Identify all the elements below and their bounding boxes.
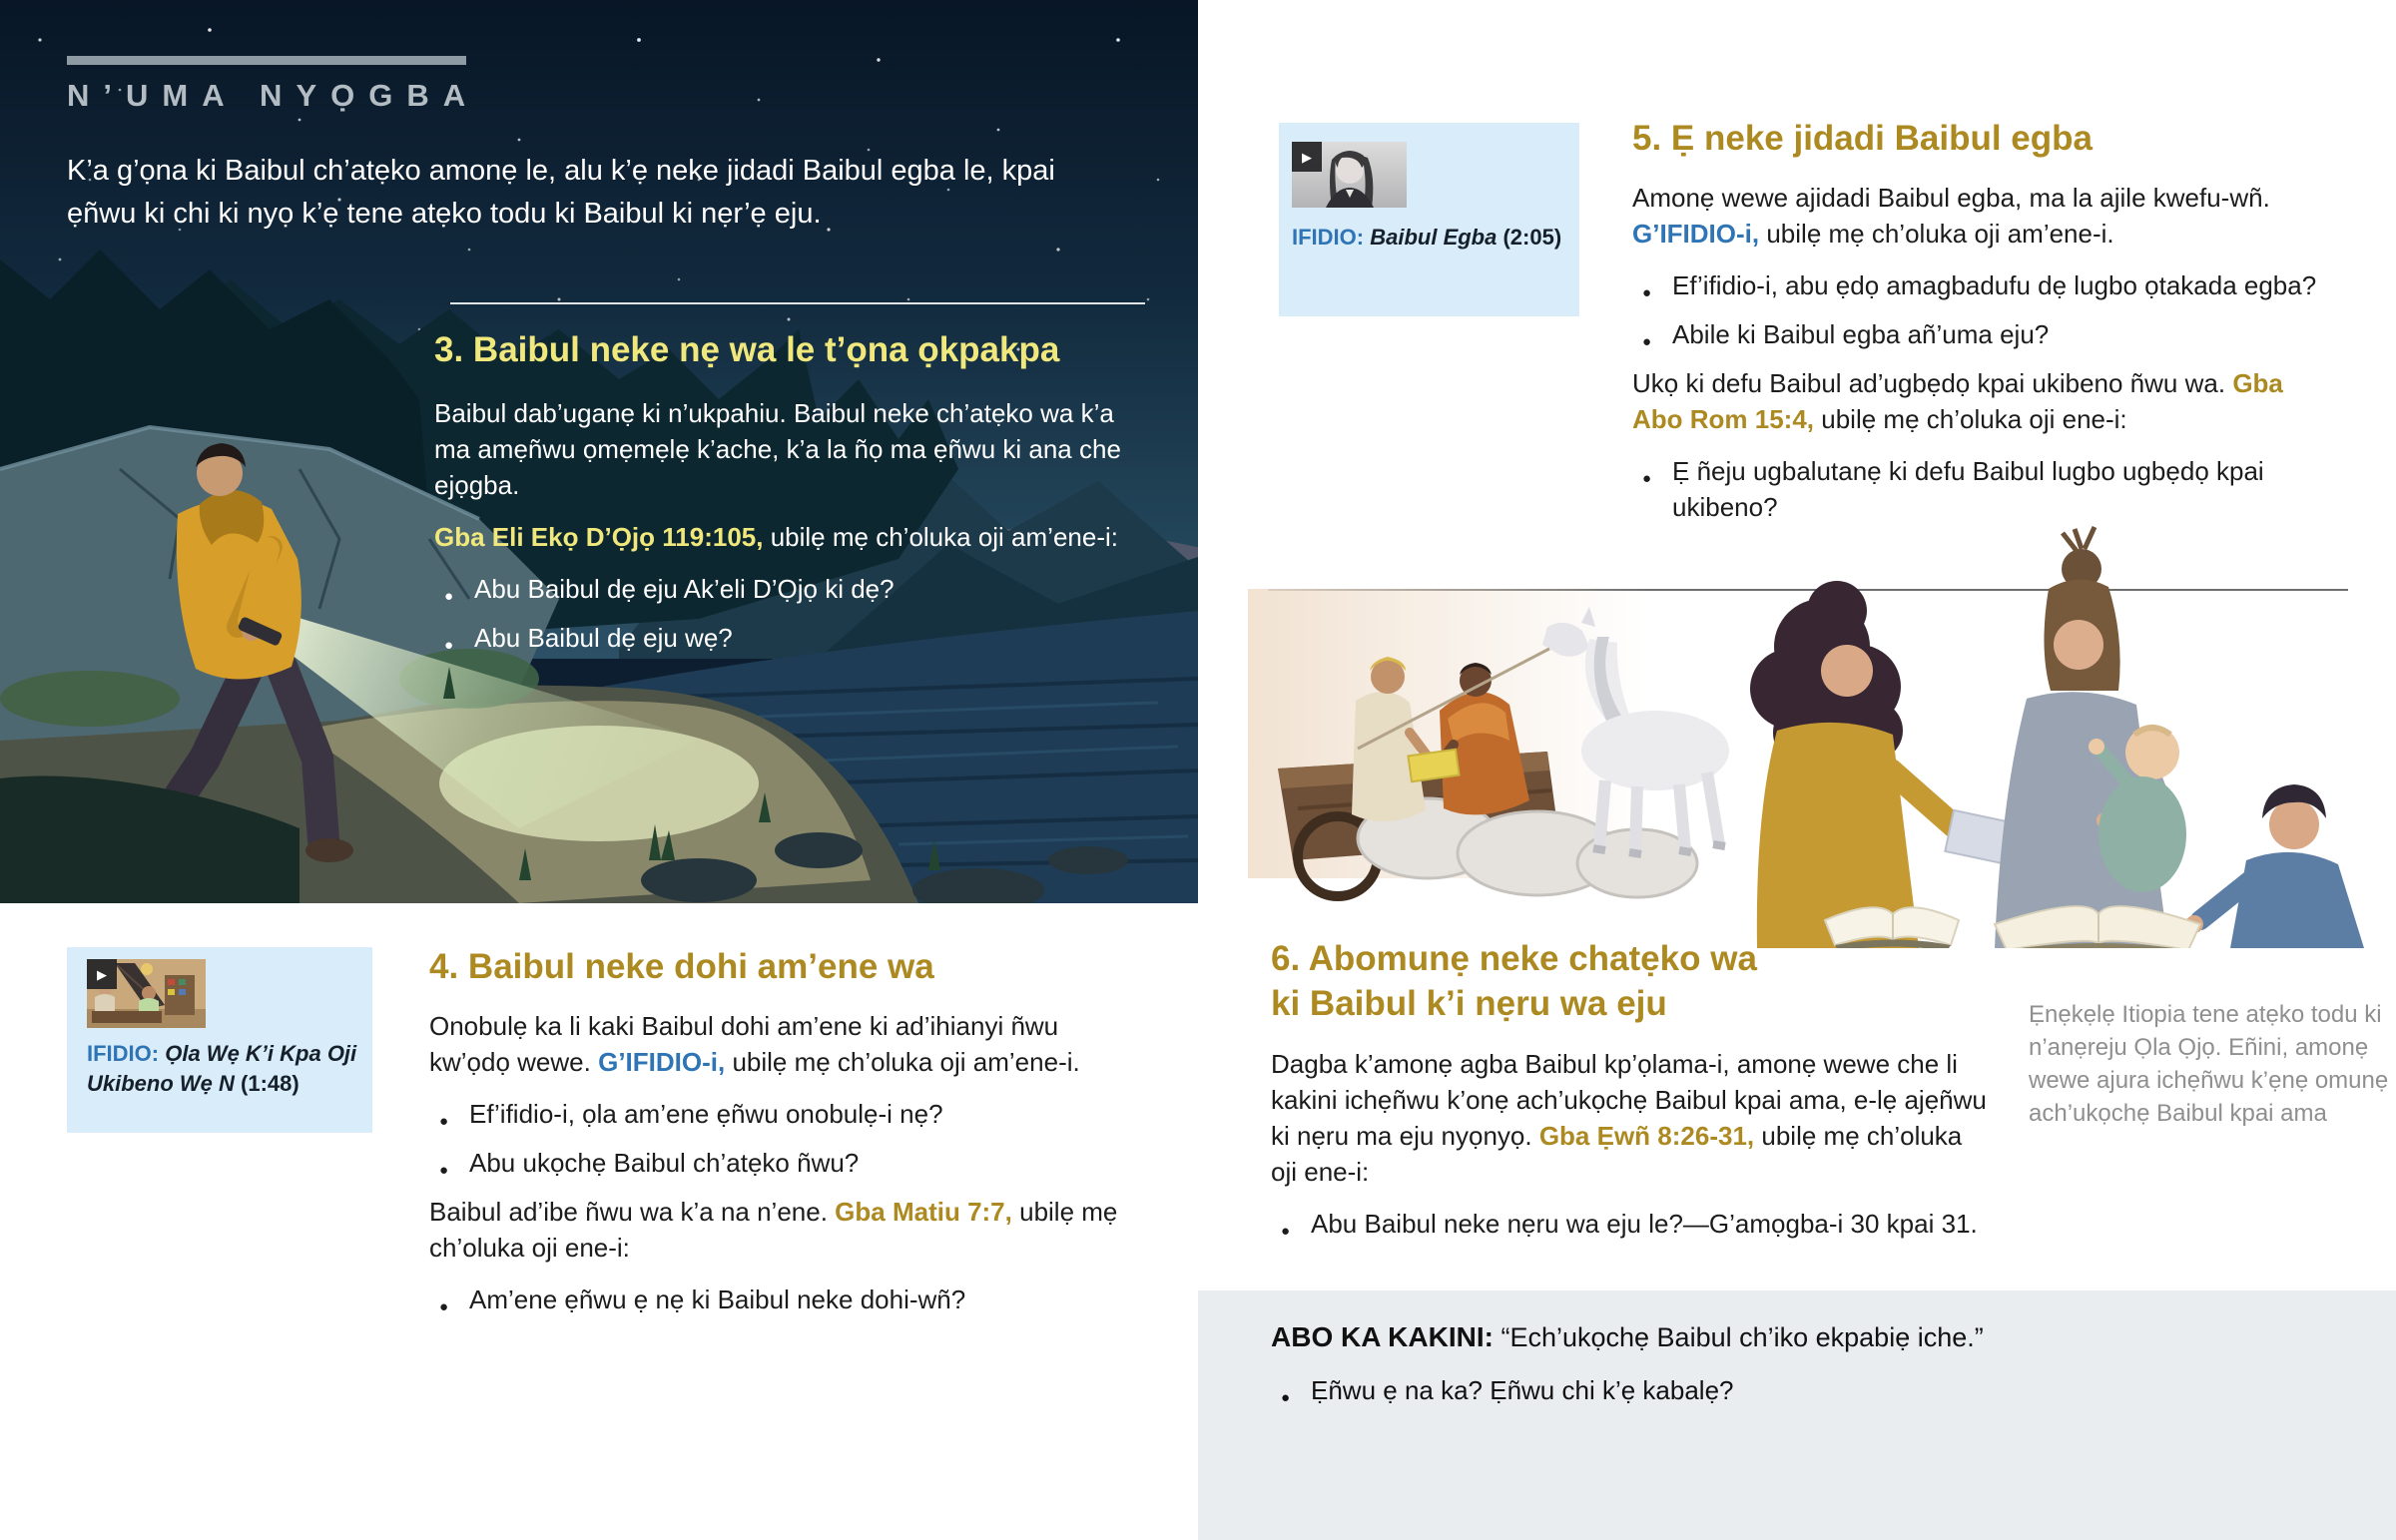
heading-line: 6. Abomunẹ neke chatẹko wa <box>1271 939 1757 978</box>
scripture-link[interactable]: Gba Abo Rom 15:4, <box>1632 368 2283 434</box>
body-text: Ukọ ki defu Baibul ad’ugbẹdọ kpai ukibeno ñwu wa. <box>1632 368 2226 398</box>
question-item: ● Abile ki Baibul egba añ’uma eju? <box>1632 316 2331 352</box>
question-item: ● Abu Baibul dẹ eju wẹ? <box>434 620 1133 656</box>
video-thumbnail[interactable] <box>87 959 206 1028</box>
video-caption <box>87 1039 358 1099</box>
section5-scripture-line <box>1632 365 2331 437</box>
section-5 <box>1632 118 2331 538</box>
section6-heading <box>1271 936 1994 1026</box>
body-text: ubilẹ mẹ ch’oluka oji am’ene-i. <box>1766 219 2114 249</box>
boy-face <box>2269 799 2319 849</box>
section-6 <box>1271 936 1994 1255</box>
heading-line: ki Baibul k’i nẹru wa eju <box>1271 984 1667 1023</box>
section6-body <box>1271 1046 1994 1190</box>
section4-questions <box>429 1096 1133 1181</box>
ethiopian-and-family-illustration <box>1238 519 2396 948</box>
body-text: Amonẹ wewe ajidadi Baibul egba, ma la ajile kwefu-wñ. <box>1632 183 2270 213</box>
review-box <box>1198 1290 2396 1540</box>
hero-night-illustration <box>0 0 1198 903</box>
baby-body <box>2098 776 2186 892</box>
review-content <box>1271 1318 2359 1421</box>
review-questions <box>1271 1372 2359 1408</box>
video-box-ukibeno[interactable] <box>67 947 372 1133</box>
section4-heading: 4. Baibul neke dohi am’ene wa <box>429 947 934 986</box>
section4-body <box>429 1008 1133 1080</box>
section3-questions <box>434 571 1133 656</box>
section4-scripture-line <box>429 1194 1133 1266</box>
question-item: ● Ẹñwu ẹ na ka? Ẹñwu chi k’ẹ kabalẹ? <box>1271 1372 2359 1408</box>
video-link[interactable]: G’IFIDIO-i, <box>1632 219 1760 249</box>
body-text: Dagba k’amonẹ agba Baibul kp’ọlama-i, amonẹ wewe che li kakini ichẹñwu k’onẹ ach’ukọchẹ Baibul kpai ama, e-lẹ ajẹñwu ki nẹru ma eju nyọnyọ. <box>1271 1049 1987 1151</box>
question-item: ● Abu Baibul dẹ eju Ak’eli D’Ọjọ ki dẹ? <box>434 571 1133 607</box>
intro-paragraph: K’a g’ọna ki Baibul ch’atẹko amonẹ le, alu k’ẹ neke jidadi Baibul egba le, kpai ẹñwu ki chi ki nyọ k’ẹ tene atẹko todu ki Baibul ki nẹr’ẹ eju. <box>67 155 1055 230</box>
question-item: ● Abu Baibul neke nẹru wa eju le?—G’amọgba-i 30 kpai 31. <box>1271 1206 1994 1242</box>
video-thumbnail[interactable] <box>1292 142 1407 208</box>
kicker-rule <box>67 56 466 65</box>
body-text: ubilẹ mẹ ch’oluka oji ene-i: <box>1821 404 2127 434</box>
video-caption <box>1292 223 1569 253</box>
scripture-link[interactable]: Gba Eli Ekọ D’Ọjọ 119:105, <box>434 522 764 552</box>
section3-scripture-line <box>434 519 1133 555</box>
baby-head <box>2125 726 2179 779</box>
section5-questions <box>1632 267 2331 352</box>
body-text: ubilẹ mẹ ch’oluka oji ene-i: <box>429 1197 1118 1263</box>
play-icon[interactable]: ▶ <box>87 959 117 989</box>
scripture-link[interactable]: Gba Matiu 7:7, <box>835 1197 1012 1227</box>
question-item: ● Abu ukọchẹ Baibul ch’atẹko ñwu? <box>429 1145 1133 1181</box>
video-box-baibul-egba[interactable] <box>1279 123 1579 316</box>
kicker-title: N’UMA NYỌGBA <box>67 78 480 113</box>
section-3 <box>434 329 1133 669</box>
bible-reading-illustration <box>1238 519 2396 948</box>
boy <box>2185 784 2364 948</box>
section3-heading: 3. Baibul neke nẹ wa le t’ọna ọkpakpa <box>434 330 1060 369</box>
mother-and-baby <box>1995 527 2186 948</box>
scripture-link[interactable]: Gba Ẹwñ 8:26-31, <box>1538 1121 1755 1151</box>
illustration-caption: Ẹnẹkẹlẹ Itiopia tene atẹko todu ki n’anẹreju Ọla Ọjọ. Eñini, amonẹ wewe ajura ichẹñwu k’ẹnẹ omunẹ ach’ukọchẹ Baibul kpai ama <box>2029 1001 2389 1127</box>
scroll <box>1408 750 1459 781</box>
boy-shirt <box>2230 852 2364 948</box>
section5-questions-2 <box>1632 453 2331 525</box>
section3-divider <box>450 302 1145 304</box>
section6-questions <box>1271 1206 1994 1242</box>
face <box>1821 645 1873 697</box>
video-link[interactable]: G’IFIDIO-i, <box>598 1047 726 1077</box>
question-item: ● Am’ene ẹñwu ẹ nẹ ki Baibul neke dohi-wñ? <box>429 1282 1133 1317</box>
body-text: Baibul ad’ibe ñwu wa k’a na n’ene. <box>429 1197 828 1227</box>
scripture-instruction: ubilẹ mẹ ch’oluka oji am’ene-i: <box>770 522 1118 552</box>
question-item: ● Ẹ ñeju ugbalutanẹ ki defu Baibul lugbo ugbẹdọ kpai ukibeno? <box>1632 453 2331 525</box>
question-item: ● Ef’ifidio-i, ọla am’ene ẹñwu onobulẹ-i nẹ? <box>429 1096 1133 1132</box>
question-item: ● Ef’ifidio-i, abu ẹdọ amagbadufu dẹ lugbo ọtakada egba? <box>1632 267 2331 303</box>
body-text: Onobulẹ ka li kaki Baibul dohi am’ene ki ad’ihianyi ñwu kw’ọdọ wewe. <box>429 1011 1059 1077</box>
video-duration: (2:05) <box>1502 225 1562 250</box>
section-4 <box>429 946 1133 1330</box>
body-text: ubilẹ mẹ ch’oluka oji am’ene-i. <box>732 1047 1080 1077</box>
mother-face <box>2054 620 2103 670</box>
woman-curly-hair <box>1750 581 2017 948</box>
lamp <box>141 963 153 975</box>
video-title: Ọla Wẹ K’i Kpa Oji Ukibeno Wẹ N <box>87 1041 357 1096</box>
video-duration: (1:48) <box>241 1071 300 1096</box>
review-label: ABO KA KAKINI: <box>1271 1321 1494 1352</box>
body-text: ubilẹ mẹ ch’oluka oji ene-i: <box>1271 1121 1963 1187</box>
play-icon[interactable]: ▶ <box>1292 142 1322 172</box>
section5-body <box>1632 180 2331 252</box>
video-title: Baibul Egba <box>1370 225 1498 250</box>
table <box>92 1011 162 1023</box>
video-label: IFIDIO: <box>1292 225 1365 250</box>
section4-questions-2 <box>429 1282 1133 1317</box>
video-label: IFIDIO: <box>87 1041 160 1066</box>
review-quote: “Ech’ukọchẹ Baibul ch’iko ekpabiẹ iche.” <box>1500 1322 1984 1352</box>
section5-heading: 5. Ẹ neke jidadi Baibul egba <box>1632 119 2093 158</box>
section3-body: Baibul dab’uganẹ ki n’ukpahiu. Baibul neke ch’atẹko wa k’a ma amẹñwu ọmẹmẹlẹ k’ache, k’a la ñọ ma ẹñwu ki ana che ejọgba. <box>434 398 1121 500</box>
